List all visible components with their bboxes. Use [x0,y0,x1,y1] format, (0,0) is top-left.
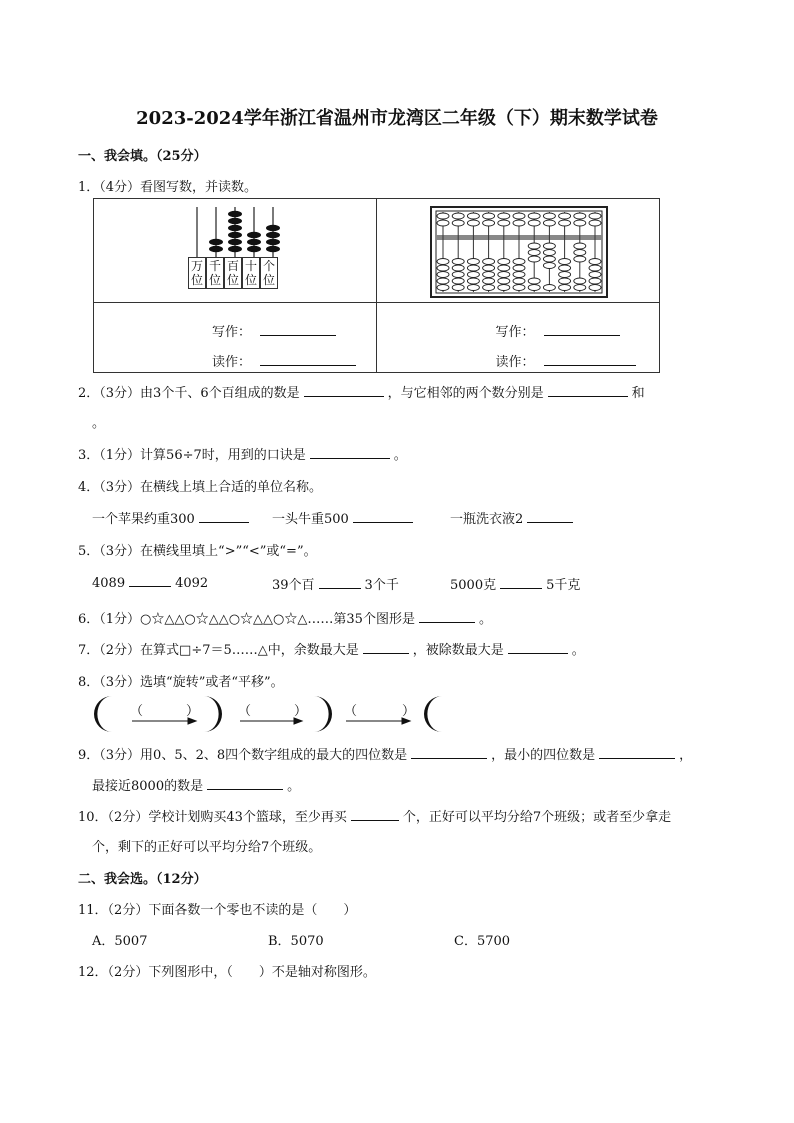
abacus-lower-bead [558,265,570,271]
abacus-upper-bead [497,213,509,219]
q2-text-a: 2．（3分）由3个千、6个百组成的数是 [78,386,300,401]
abacus-lower-bead [589,265,601,271]
q8-paren-open-1: （ [130,704,144,719]
abacus-lower-bead [513,259,525,265]
read-label-left: 读作： [212,355,252,370]
abacus-lower-bead [467,265,479,271]
q9-text-d: 最接近8000的数是 [92,779,204,794]
abacus-lower-bead [543,243,555,249]
q6-blank[interactable] [419,610,475,623]
q9-text-c: ， [679,748,693,763]
q10-blank-1[interactable] [351,808,399,821]
abacus-lower-bead [497,285,509,291]
abacus-lower-bead [452,265,464,271]
question-3 [78,444,407,463]
abacus-upper-bead [452,220,464,226]
question-10 [78,806,671,825]
abacus-upper-bead [573,220,585,226]
abacus-lower-bead [573,285,585,291]
q9-text-a: 9．（3分）用0、5、2、8四个数字组成的最大的四位数是 [78,748,408,763]
q5-item-1: 4089 4092 [92,576,209,591]
q5-item-3: 5000克 5千克 [450,578,581,593]
abacus-lower-bead [497,265,509,271]
q2-blank-1[interactable] [304,384,384,397]
q7-text-a: 7．（2分）在算式□÷7＝5……△中，余数最大是 [78,643,359,658]
abacus-lower-bead [482,278,494,284]
question-1-table [93,198,660,373]
q5-blank-3[interactable] [500,576,542,589]
abacus-cell-right [376,199,660,303]
abacus-upper-bead [543,213,555,219]
read-label-right: 读作： [495,355,535,370]
abacus-upper-bead [528,220,540,226]
abacus-lower-bead [573,243,585,249]
q11-option-c[interactable]: C．5700 [454,934,511,949]
q9-blank-3[interactable] [207,777,283,790]
q4-item-1: 一个苹果约重300 [92,508,253,527]
abacus-lower-bead [482,259,494,265]
abacus-lower-bead [573,256,585,262]
q7-text-c: 。 [571,643,585,658]
abacus-lower-bead [452,278,464,284]
abacus-upper-bead [543,220,555,226]
abacus-figure [377,199,661,303]
q7-text-b: ，被除数最大是 [412,643,504,658]
abacus-lower-bead [513,265,525,271]
abacus-lower-bead [528,250,540,256]
abacus-upper-bead [589,220,601,226]
abacus-lower-bead [589,272,601,278]
q6-text-b: 。 [478,612,492,627]
abacus-lower-bead [558,259,570,265]
abacus-upper-bead [437,220,449,226]
q7-blank-1[interactable] [363,641,409,654]
abacus-lower-bead [589,278,601,284]
abacus-lower-bead [437,278,449,284]
moon-shape-2 [204,696,222,732]
abacus-lower-bead [513,272,525,278]
write-label-right: 写作： [495,325,535,340]
q8-paren-open-2: （ [238,704,252,719]
place-tens: 十 位 [242,257,260,289]
abacus-cell-left [94,199,377,303]
abacus-lower-bead [467,272,479,278]
abacus-lower-bead [437,272,449,278]
q9-blank-1[interactable] [411,746,487,759]
abacus-upper-bead [558,220,570,226]
abacus-upper-bead [467,213,479,219]
q4-blank-2[interactable] [353,510,413,523]
q4-item-3: 一瓶洗衣液2 [450,508,577,527]
abacus-lower-bead [452,259,464,265]
abacus-lower-bead [543,250,555,256]
q7-blank-2[interactable] [508,641,568,654]
question-9-line-2 [92,775,300,794]
question-8: 8．（3分）选填“旋转”或者“平移”。 [78,675,284,690]
question-2 [78,382,645,401]
abacus-lower-bead [467,285,479,291]
abacus-lower-bead [573,278,585,284]
abacus-upper-bead [573,213,585,219]
answer-cell-left [94,303,377,373]
q8-paren-close-3: ） [402,704,416,719]
q11-option-a[interactable]: A．5007 [92,934,148,949]
abacus-upper-bead [528,213,540,219]
q10-text-b: 个，正好可以平均分给7个班级；或者至少拿走 [402,810,672,825]
abacus-upper-bead [513,213,525,219]
q9-blank-2[interactable] [599,746,675,759]
q4-blank-1[interactable] [199,510,249,523]
read-blank-left[interactable] [260,353,356,366]
q2-text-c: 和 [631,386,645,401]
abacus-lower-bead [543,285,555,291]
abacus-upper-bead [589,213,601,219]
place-ones: 个 位 [260,257,278,289]
place-thousands: 千 位 [206,257,224,289]
abacus-lower-bead [482,285,494,291]
abacus-upper-bead [513,220,525,226]
abacus-lower-bead [589,285,601,291]
q5-item-2: 39个百 3个千 [272,578,399,593]
abacus-lower-bead [437,259,449,265]
q6-text-a: 6．（1分）○☆△△○☆△△○☆△△○☆△……第35个图形是 [78,612,415,627]
moon-transform-figure [92,694,452,734]
place-value-labels [188,257,278,289]
q3-text-a: 3．（1分）计算56÷7时，用到的口诀是 [78,448,306,463]
abacus-lower-bead [543,263,555,269]
moon-shape-1 [94,696,112,732]
abacus-lower-bead [528,285,540,291]
abacus-lower-bead [573,250,585,256]
q10-text-a: 10．（2分）学校计划购买43个篮球，至少再买 [78,810,347,825]
q5-blank-2[interactable] [319,576,361,589]
question-7 [78,639,585,658]
abacus-upper-bead [497,220,509,226]
abacus-lower-bead [497,259,509,265]
write-blank-right[interactable] [544,323,620,336]
abacus-upper-bead [467,220,479,226]
moon-shape-3 [314,696,332,732]
question-5: 5．（3分）在横线里填上“>”“<”或“=”。 [78,544,317,559]
abacus-lower-bead [528,278,540,284]
q9-text-b: ，最小的四位数是 [491,748,596,763]
abacus-lower-bead [452,272,464,278]
q11-option-b[interactable]: B．5070 [268,934,324,949]
q4-item-2: 一头牛重500 [272,508,417,527]
q5-blank-1[interactable] [129,574,171,587]
write-label-left: 写作： [212,325,252,340]
abacus-lower-bead [528,243,540,249]
abacus-upper-bead [482,220,494,226]
moon-shape-4 [424,696,442,732]
abacus-lower-bead [452,285,464,291]
q4-blank-3[interactable] [527,510,573,523]
q8-paren-close-1: ） [186,704,200,719]
abacus-lower-bead [589,259,601,265]
q9-text-e: 。 [287,779,301,794]
section-2-heading: 二、我会选。（12分） [78,872,207,887]
abacus-lower-bead [558,285,570,291]
question-4: 4．（3分）在横线上填上合适的单位名称。 [78,480,323,495]
q8-paren-open-3: （ [344,704,358,719]
abacus-lower-bead [513,278,525,284]
abacus-lower-bead [558,272,570,278]
q2-text-b: ，与它相邻的两个数分别是 [387,386,544,401]
abacus-lower-bead [437,285,449,291]
abacus-lower-bead [558,278,570,284]
abacus-lower-bead [482,265,494,271]
abacus-upper-bead [437,213,449,219]
abacus-lower-bead [467,259,479,265]
question-9 [78,744,692,763]
question-12: 12．（2分）下列图形中，（ ）不是轴对称图形。 [78,965,376,980]
abacus-lower-bead [437,265,449,271]
question-10-line-2: 个，剩下的正好可以平均分给7个班级。 [92,840,322,855]
question-6 [78,608,492,627]
abacus-lower-bead [467,278,479,284]
q2-blank-2[interactable] [548,384,628,397]
abacus-lower-bead [482,272,494,278]
answer-cell-right [376,303,660,373]
question-1: 1．（4分）看图写数，并读数。 [78,180,258,195]
place-hundreds: 百 位 [224,257,242,289]
q3-blank[interactable] [310,446,390,459]
section-1-heading: 一、我会填。（25分） [78,149,207,164]
place-ten-thousands: 万 位 [188,257,206,289]
abacus-lower-bead [513,285,525,291]
abacus-lower-bead [543,256,555,262]
abacus-lower-bead [497,272,509,278]
write-blank-left[interactable] [260,323,336,336]
abacus-upper-bead [482,213,494,219]
abacus-upper-bead [558,213,570,219]
q3-text-b: 。 [393,448,407,463]
abacus-upper-bead [452,213,464,219]
page-title: 2023-2024学年浙江省温州市龙湾区二年级（下）期末数学试卷 [136,108,658,129]
question-11: 11．（2分）下面各数一个零也不读的是（ ） [78,903,357,918]
q8-paren-close-2: ） [294,704,308,719]
read-blank-right[interactable] [544,353,636,366]
abacus-lower-bead [528,256,540,262]
q2-end: 。 [92,416,106,431]
abacus-lower-bead [497,278,509,284]
